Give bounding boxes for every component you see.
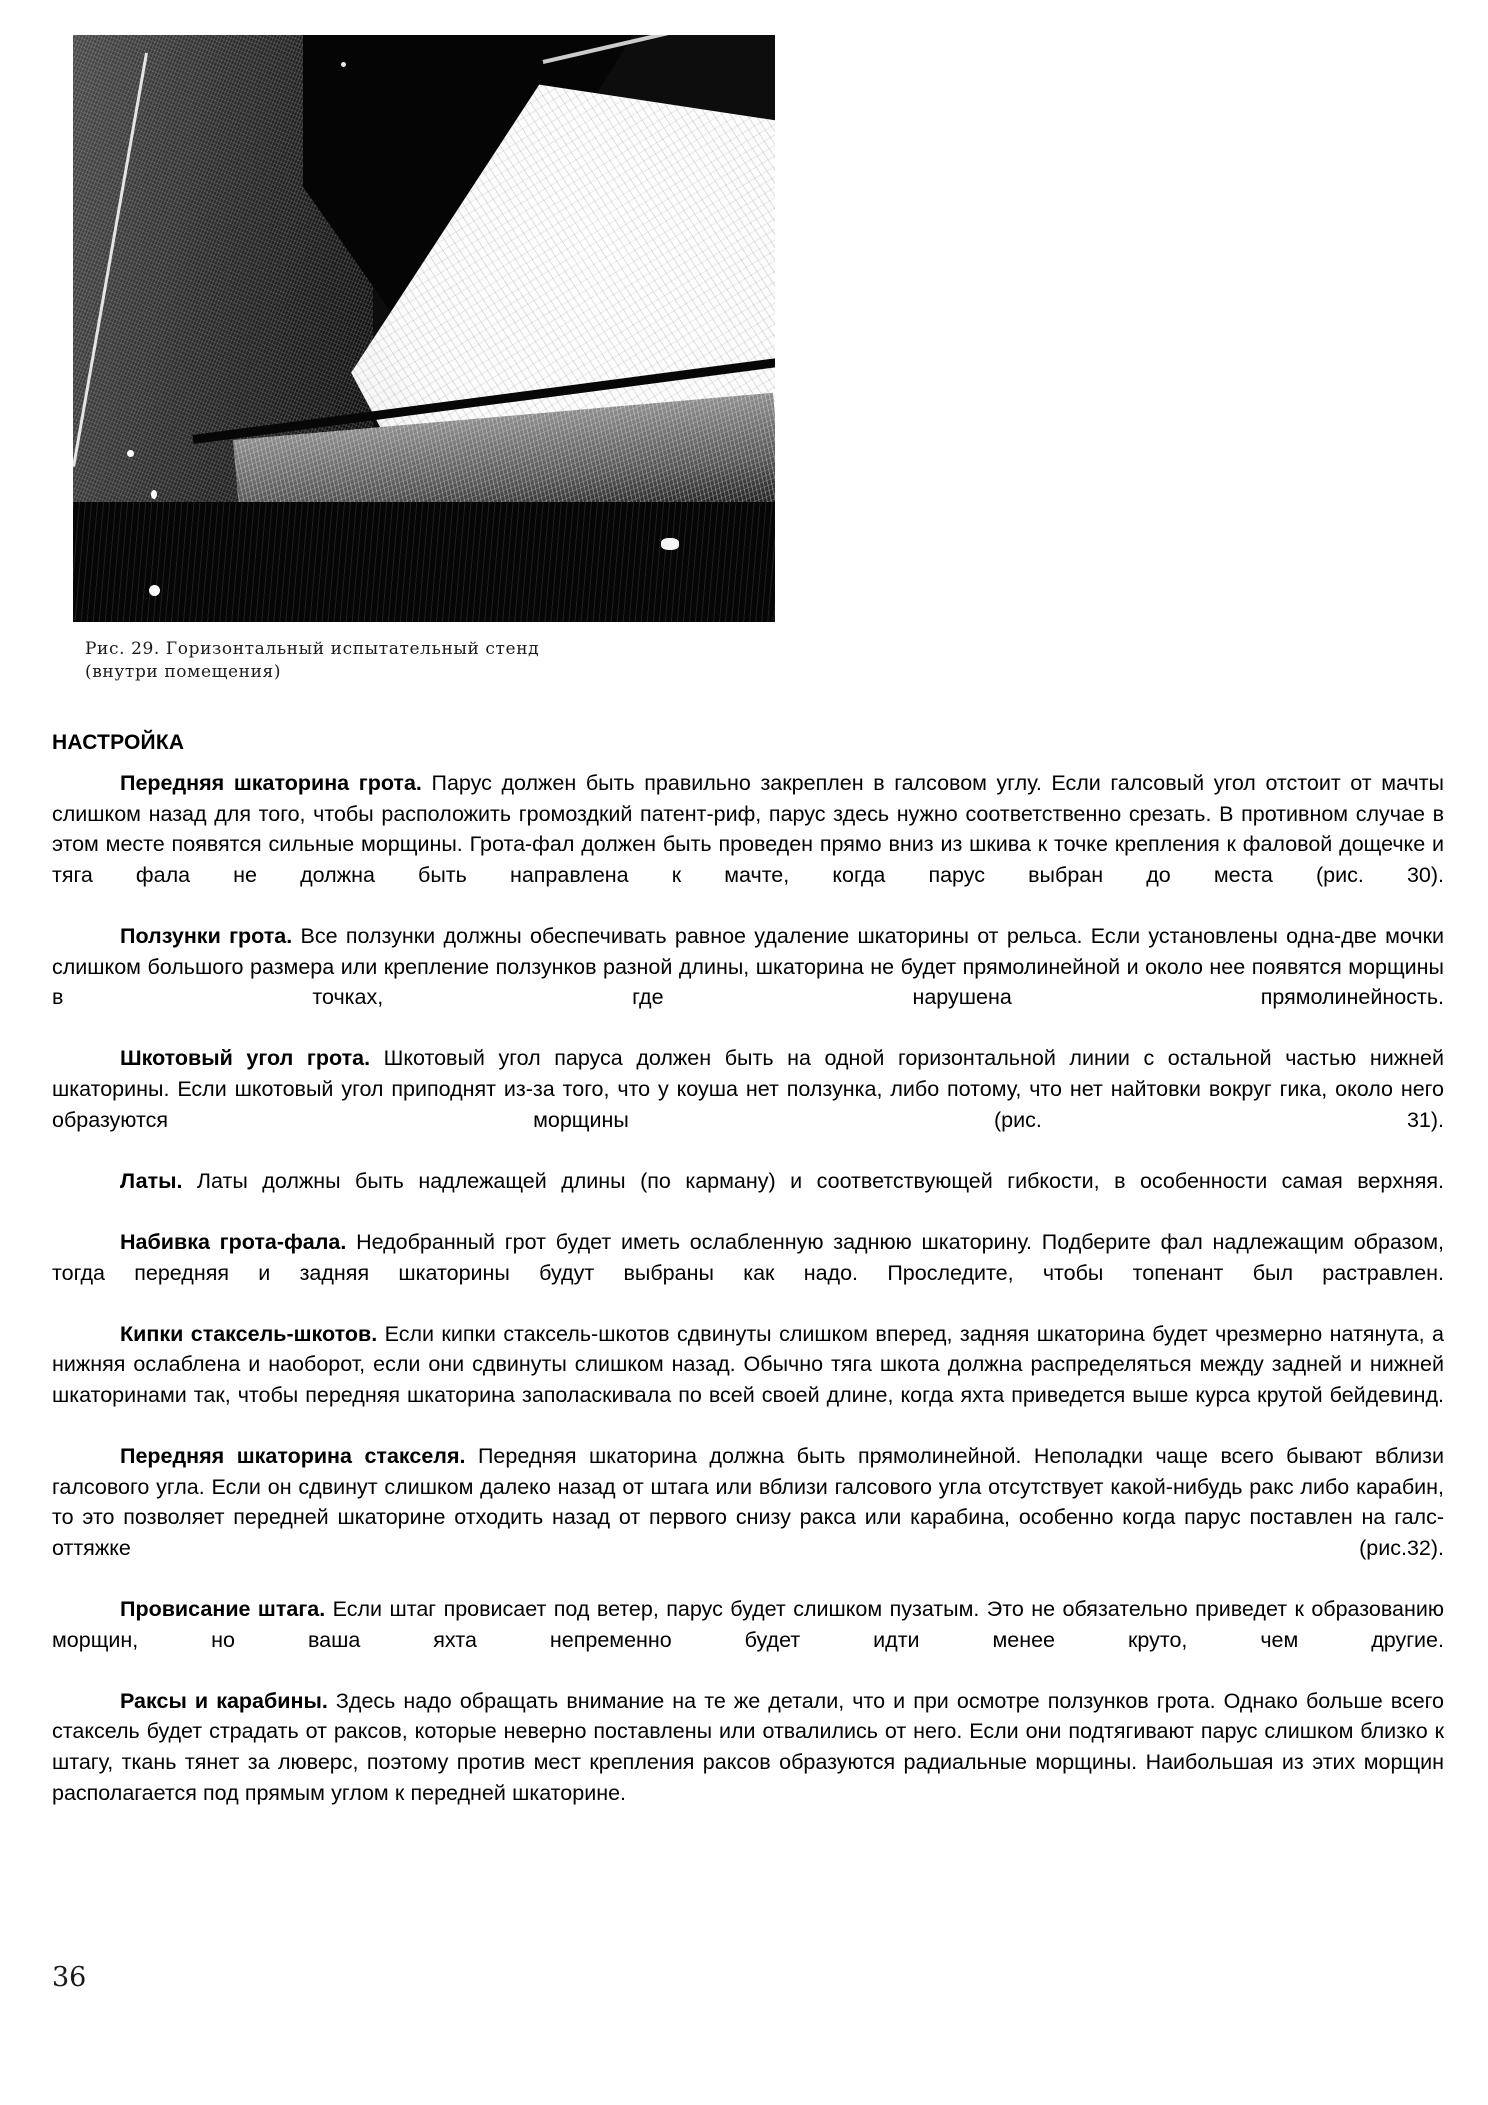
section-heading: НАСТРОЙКА	[52, 731, 185, 754]
paragraph-body: Если штаг провисает под ветер, парус будет слишком пузатым. Это не обязательно приведет к образованию морщин, но ваша яхта непременно будет идти менее круто, чем другие.	[52, 1597, 1444, 1652]
figure-photograph	[73, 35, 775, 622]
figure-block	[73, 35, 775, 692]
paragraph-body: Передняя шкаторина должна быть прямолинейной. Неполадки чаще всего бывают вблизи галсового угла. Если он сдвинут слишком далеко назад от штага или вблизи галсового угла отсутствует какой-нибудь ракс либо карабин, то это позволяет передней шкаторине отходить назад от первого снизу ракса или карабина, особенно когда парус поставлен на галс-оттяжке (рис.32).	[52, 1444, 1444, 1560]
paragraph-lead-in: Набивка грота-фала.	[120, 1229, 347, 1254]
photo-highlight-spot	[341, 62, 346, 67]
paragraph-lead-in: Латы.	[120, 1168, 183, 1193]
photo-highlight-spot	[149, 585, 160, 596]
paragraph-body: Недобранный грот будет иметь ослабленную заднюю шкаторину. Подберите фал надлежащим образом, тогда передняя и задняя шкаторины будут выбраны как надо. Проследите, чтобы топенант был растравлен.	[52, 1229, 1444, 1285]
paragraph-lead-in: Шкотовый угол грота.	[120, 1046, 371, 1071]
photo-highlight-spot	[151, 490, 157, 499]
paragraph-nabivka-grota-fala	[52, 1227, 1444, 1319]
figure-caption	[73, 622, 775, 692]
photo-highlight-spot	[127, 450, 134, 457]
photo-highlight-spot	[661, 538, 679, 550]
paragraph-provisanie-shtaga	[52, 1594, 1444, 1686]
paragraph-peredniaia-shkatorina-stakselia	[52, 1441, 1444, 1594]
paragraph-body: Парус должен быть правильно закреплен в галсовом углу. Если галсовый угол отстоит от мачты слишком назад для того, чтобы расположить громоздкий патент-риф, парус здесь нужно соответственно срезать. В противном случае в этом месте появятся сильные морщины. Грота-фал должен быть проведен прямо вниз из шкива к точке крепления к фаловой дощечке и тяга фала не должна быть направлена к мачте, когда парус выбран до места (рис. 30).	[52, 771, 1445, 887]
page-number: 36	[52, 1962, 87, 1993]
paragraph-lead-in: Раксы и карабины.	[120, 1688, 328, 1713]
paragraph-shkotovyi-ugol-grota	[52, 1043, 1444, 1165]
paragraph-raksy-i-karabiny	[52, 1686, 1444, 1808]
paragraph-polzunki-grota	[52, 921, 1444, 1043]
paragraph-lead-in: Ползунки грота.	[120, 923, 293, 948]
paragraph-laty	[52, 1166, 1444, 1227]
paragraph-lead-in: Передняя шкаторина грота.	[120, 771, 422, 795]
paragraph-body: Все ползунки должны обеспечивать равное удаление шкаторины от рельса. Если установлены одна-две мочки слишком большого размера или крепление ползунков разной длины, шкаторина не будет прямолинейной и около нее появятся морщины в точках, где нарушена прямолинейность.	[52, 923, 1444, 1010]
body-text-column	[52, 728, 1444, 1808]
paragraph-body: Латы должны быть надлежащей длины (по карману) и соответствующей гибкости, в особенности самая верхняя.	[182, 1168, 1444, 1193]
figure-caption-line-2: (внутри помещения)	[85, 662, 282, 682]
paragraph-body: Шкотовый угол паруса должен быть на одной горизонтальной линии с остальной частью нижней шкаторины. Если шкотовый угол приподнят из-за того, что у коуша нет ползунка, либо потому, что нет найтовки вокруг гика, около него образуются морщины (рис. 31).	[52, 1046, 1444, 1132]
paragraph-lead-in: Кипки стаксель-шкотов.	[120, 1321, 378, 1346]
photo-region-foreground	[73, 502, 775, 622]
paragraph-body: Если кипки стаксель-шкотов сдвинуты слишком вперед, задняя шкаторина будет чрезмерно натянута, а нижняя ослаблена и наоборот, если они сдвинуты слишком назад. Обычно тяга шкота должна распределяться между задней и нижней шкаторинами так, чтобы передняя шкаторина заполаскивала по всей своей длине, когда яхта приведется выше курса крутой бейдевинд.	[52, 1321, 1444, 1407]
paragraph-body: Здесь надо обращать внимание на те же детали, что и при осмотре ползунков грота. Однако больше всего стаксель будет страдать от раксов, которые неверно поставлены или отвалились от него. Если они подтягивают парус слишком близко к штагу, ткань тянет за люверс, поэтому против мест крепления раксов образуются радиальные морщины. Наибольшая из этих морщин располагается под прямым углом к передней шкаторине.	[52, 1688, 1445, 1805]
paragraph-lead-in: Передняя шкаторина стакселя.	[120, 1444, 466, 1469]
paragraph-lead-in: Провисание штага.	[120, 1597, 326, 1622]
paragraph-peredniaia-shkatorina-grota	[52, 768, 1444, 921]
paragraph-kipki-staksel-shkotov	[52, 1319, 1444, 1441]
figure-caption-line-1: Рис. 29. Горизонтальный испытательный стенд	[85, 639, 540, 659]
